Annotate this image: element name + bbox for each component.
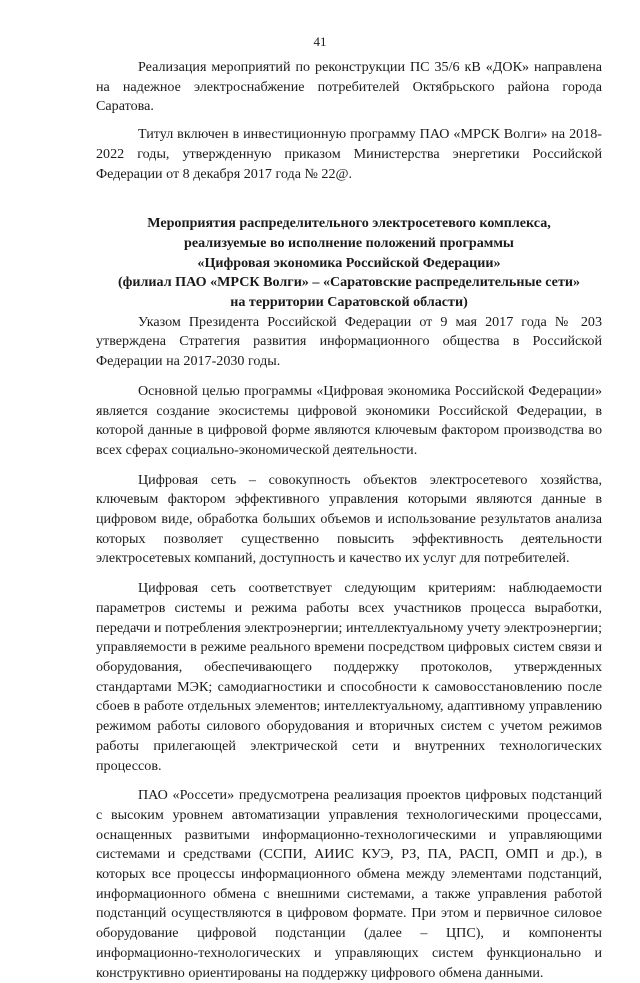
page-number: 41 (313, 34, 327, 49)
heading-line: реализуемые во исполнение положений программы (184, 234, 514, 251)
heading-line: на территории Саратовской области) (230, 294, 468, 311)
intro-paragraph: Реализация мероприятий по реконструкции ПС 35/6 кВ «ДОК» направлена на надежное электроснабжение потребителей Октябрьского района города Саратова. (96, 59, 602, 115)
heading-line: (филиал ПАО «МРСК Волги» – «Саратовские распределительные сети» (117, 274, 581, 291)
section-heading (96, 214, 602, 313)
body-paragraph: ПАО «Россети» предусмотрена реализация проектов цифровых подстанций с высоким уровнем автоматизации управления технологическими процессами, оснащенных развитыми информационно-технологическими и управляющими системами и средствами (ССПИ, АИИС КУЭ, РЗ, ПА, РАСП, ОМП и др.), в которых все процессы информационного обмена между элементами подстанций, информационного обмена с внешними системами, а также управления работой подстанций осуществляются в цифровом формате. При этом и первичное силовое оборудование цифровой подстанции (далее – ЦПС), и компоненты информационно-технологических и управляющих систем функционально и конструктивно ориентированы на поддержку цифрового обмена данными. (96, 787, 602, 981)
heading-line: Мероприятия распределительного электросетевого комплекса, (147, 215, 551, 232)
page-content (96, 58, 602, 983)
heading-line: «Цифровая экономика Российской Федерации» (197, 254, 501, 271)
body-paragraph: Основной целью программы «Цифровая экономика Российской Федерации» является создание экосистемы цифровой экономики Российской Федерации, в которой данные в цифровой форме являются ключевым фактором производства во всех сферах социально-экономической деятельности. (96, 382, 602, 458)
body-paragraph: Цифровая сеть соответствует следующим критериям: наблюдаемости параметров системы и режима работы всех участников процесса выработки, передачи и потребления электроэнергии; интеллектуальному учету электроэнергии; управляемости в режиме реального времени посредством цифровых систем связи и оборудования, обеспечивающего поддержку протоколов, утвержденных стандартами МЭК; самодиагностики и способности к самовосстановлению после сбоев в работе отдельных элементов; интеллектуальному, адаптивному управлению режимом работы силового оборудования и вторичных систем с учетом режимов работы прилегающей электрической сети и внутренних технологических процессов. (96, 580, 602, 774)
intro-paragraph: Титул включен в инвестиционную программу ПАО «МРСК Волги» на 2018-2022 годы, утвержденную приказом Министерства энергетики Российской Федерации от 8 декабря 2017 года № 22@. (96, 126, 602, 182)
body-paragraph: Указом Президента Российской Федерации от 9 мая 2017 года № 203 утверждена Стратегия развития информационного общества в Российской Федерации на 2017-2030 годы. (96, 313, 602, 370)
body-paragraph: Цифровая сеть – совокупность объектов электросетевого хозяйства, ключевым фактором эффективного управления которыми являются данные в цифровом виде, обработка больших объемов и использование результатов анализа которых позволяет существенно повысить эффективность деятельности электросетевых компаний, доступность и качество их услуг для потребителей. (96, 471, 602, 567)
